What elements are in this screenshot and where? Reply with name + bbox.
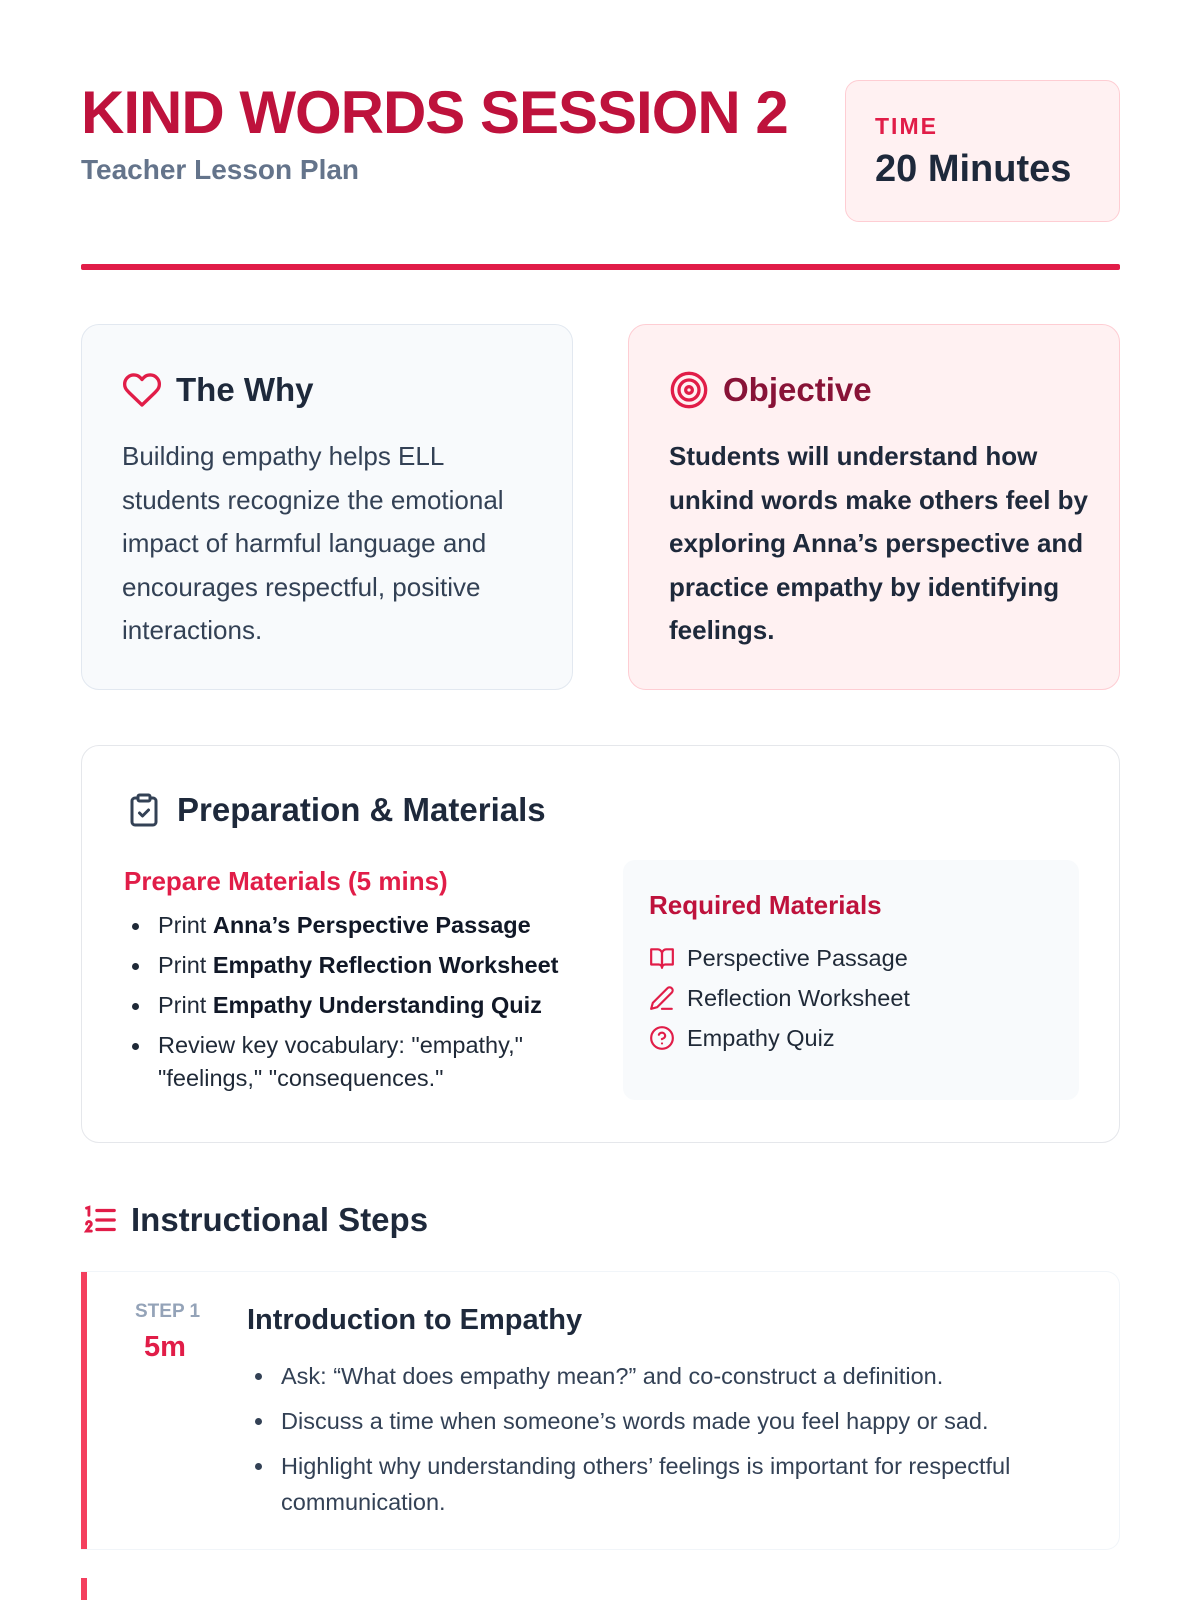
page-subtitle: Teacher Lesson Plan — [81, 154, 360, 185]
why-card-header — [122, 370, 314, 410]
list-item: Print Empathy Reflection Worksheet — [158, 949, 598, 982]
prepare-materials-list — [158, 909, 598, 1102]
list-item: Reflection Worksheet — [649, 978, 910, 1018]
list-item: Review key vocabulary: "empathy," "feelings," "consequences." — [158, 1029, 598, 1095]
step-number: STEP 1 — [135, 1301, 201, 1322]
clipboard-check-icon — [126, 790, 162, 830]
step-title: Introduction to Empathy — [247, 1304, 583, 1336]
preparation-card — [81, 745, 1120, 1143]
step-bullets — [281, 1358, 1091, 1529]
list-item: Highlight why understanding others’ feelings is important for respectful communication. — [281, 1448, 1091, 1520]
why-card — [81, 324, 573, 690]
objective-card-header — [669, 370, 872, 410]
list-item: Print Anna’s Perspective Passage — [158, 909, 598, 942]
step-duration: 5m — [144, 1331, 186, 1363]
heart-icon — [122, 370, 162, 410]
required-materials-box — [623, 860, 1079, 1100]
list-item: Discuss a time when someone’s words made you feel happy or sad. — [281, 1403, 1091, 1439]
numbered-list-icon — [81, 1201, 119, 1239]
pencil-icon — [649, 985, 675, 1011]
step-accent-bar — [81, 1272, 87, 1549]
instructional-steps-title: Instructional Steps — [131, 1201, 429, 1238]
header-divider — [81, 264, 1120, 270]
target-icon — [669, 370, 709, 410]
required-materials-title: Required Materials — [649, 890, 882, 920]
page-title: KIND WORDS SESSION 2 — [81, 79, 788, 146]
time-label: TIME — [875, 113, 938, 139]
why-text: Building empathy helps ELL students recognize the emotional impact of harmful language and encourages respectful, positive interactions. — [122, 441, 504, 645]
next-step-accent-bar — [81, 1578, 87, 1600]
list-item: Ask: “What does empathy mean?” and co-construct a definition. — [281, 1358, 1091, 1394]
objective-text: Students will understand how unkind words make others feel by exploring Anna’s perspective and practice empathy by identifying feelings. — [669, 441, 1088, 645]
list-item: Perspective Passage — [649, 938, 910, 978]
why-title: The Why — [176, 371, 314, 408]
list-item: Empathy Quiz — [649, 1018, 910, 1058]
preparation-title: Preparation & Materials — [177, 791, 546, 828]
required-materials-list — [649, 938, 910, 1058]
prepare-materials-subtitle: Prepare Materials (5 mins) — [124, 866, 448, 896]
list-item: Print Empathy Understanding Quiz — [158, 989, 598, 1022]
step-card — [81, 1271, 1120, 1550]
time-badge — [845, 80, 1120, 222]
time-value: 20 Minutes — [875, 148, 1072, 190]
objective-card — [628, 324, 1120, 690]
preparation-header — [126, 790, 546, 830]
instructional-steps-header — [81, 1201, 428, 1239]
header — [81, 80, 1120, 222]
question-circle-icon — [649, 1025, 675, 1051]
book-open-icon — [649, 945, 675, 971]
objective-title: Objective — [723, 371, 872, 408]
